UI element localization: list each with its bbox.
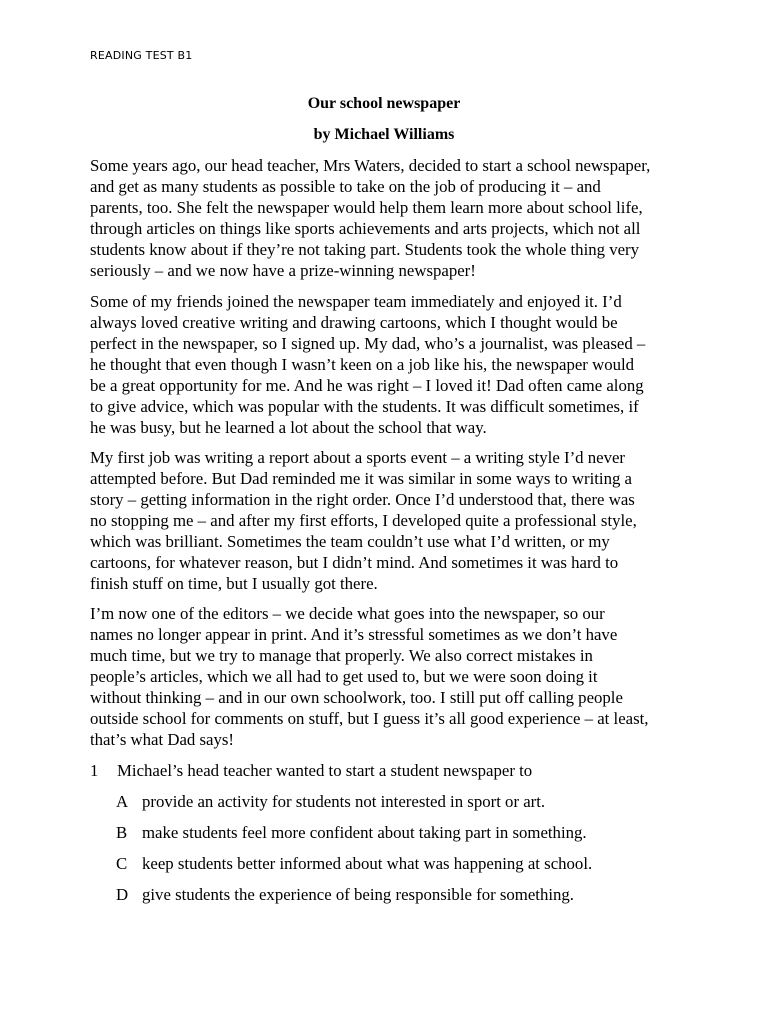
paragraph-line: I’m now one of the editors – we decide what goes into the newspaper, so our xyxy=(90,604,605,623)
paragraph-line: students know about if they’re not taking part. Students took the whole thing very xyxy=(90,240,640,259)
paragraph-line: outside school for comments on stuff, but I guess it’s all good experience – at least, xyxy=(90,709,649,728)
answer-option-c xyxy=(116,853,592,874)
option-text: provide an activity for students not interested in sport or art. xyxy=(142,792,546,811)
option-letter: B xyxy=(116,823,128,842)
paragraph-line: parents, too. She felt the newspaper would help them learn more about school life, xyxy=(90,198,643,217)
paragraph-line: without thinking – and in our own schoolwork, too. I still put off calling people xyxy=(90,688,623,707)
paragraph-line: he was busy, but he learned a lot about the school that way. xyxy=(90,418,487,437)
paragraph-line: which was brilliant. Sometimes the team couldn’t use what I’d written, or my xyxy=(90,532,610,551)
paragraph-line: to give advice, which was popular with the students. It was difficult sometimes, if xyxy=(90,397,639,416)
paragraph-line: that’s what Dad says! xyxy=(90,730,235,749)
article-byline: by Michael Williams xyxy=(313,126,455,143)
article-paragraph-3 xyxy=(90,447,690,594)
test-level-label: READING TEST B1 xyxy=(90,49,193,62)
answer-option-d xyxy=(116,884,574,905)
paragraph-line: always loved creative writing and drawing cartoons, which I thought would be xyxy=(90,313,618,332)
answer-option-b xyxy=(116,822,587,843)
paragraph-line: seriously – and we now have a prize-winning newspaper! xyxy=(90,261,476,280)
paragraph-line: story – getting information in the right order. Once I’d understood that, there was xyxy=(90,490,635,509)
paragraph-line: My first job was writing a report about a sports event – a writing style I’d never xyxy=(90,448,626,467)
question-stem: Michael’s head teacher wanted to start a student newspaper to xyxy=(117,761,533,780)
paragraph-line: names no longer appear in print. And it’s stressful sometimes as we don’t have xyxy=(90,625,618,644)
option-letter: D xyxy=(116,885,129,904)
paragraph-line: no stopping me – and after my first efforts, I developed quite a professional style, xyxy=(90,511,637,530)
paragraph-line: people’s articles, which we all had to get used to, but we were soon doing it xyxy=(90,667,598,686)
article-title: Our school newspaper xyxy=(307,95,461,112)
answer-option-a xyxy=(116,791,545,812)
paragraph-line: cartoons, for whatever reason, but I didn’t mind. And sometimes it was hard to xyxy=(90,553,619,572)
paragraph-line: Some of my friends joined the newspaper team immediately and enjoyed it. I’d xyxy=(90,292,622,311)
option-text: give students the experience of being responsible for something. xyxy=(142,885,575,904)
option-text: make students feel more confident about taking part in something. xyxy=(142,823,587,842)
paragraph-line: attempted before. But Dad reminded me it was similar in some ways to writing a xyxy=(90,469,632,488)
question-number: 1 xyxy=(90,761,99,780)
option-text: keep students better informed about what was happening at school. xyxy=(142,854,593,873)
article-paragraph-4 xyxy=(90,603,690,750)
paragraph-line: finish stuff on time, but I usually got there. xyxy=(90,574,378,593)
paragraph-line: Some years ago, our head teacher, Mrs Waters, decided to start a school newspaper, xyxy=(90,156,651,175)
paragraph-line: through articles on things like sports achievements and arts projects, which not all xyxy=(90,219,641,238)
article-paragraph-2 xyxy=(90,291,690,438)
paragraph-line: and get as many students as possible to take on the job of producing it – and xyxy=(90,177,601,196)
question-1 xyxy=(90,760,532,781)
article-paragraph-1 xyxy=(90,155,690,281)
option-letter: A xyxy=(116,792,129,811)
paragraph-line: perfect in the newspaper, so I signed up. My dad, who’s a journalist, was pleased – xyxy=(90,334,646,353)
paragraph-line: be a great opportunity for me. And he was right – I loved it! Dad often came along xyxy=(90,376,644,395)
paragraph-line: much time, but we try to manage that properly. We also correct mistakes in xyxy=(90,646,593,665)
option-letter: C xyxy=(116,854,128,873)
paragraph-line: he thought that even though I wasn’t keen on a job like his, the newspaper would xyxy=(90,355,635,374)
